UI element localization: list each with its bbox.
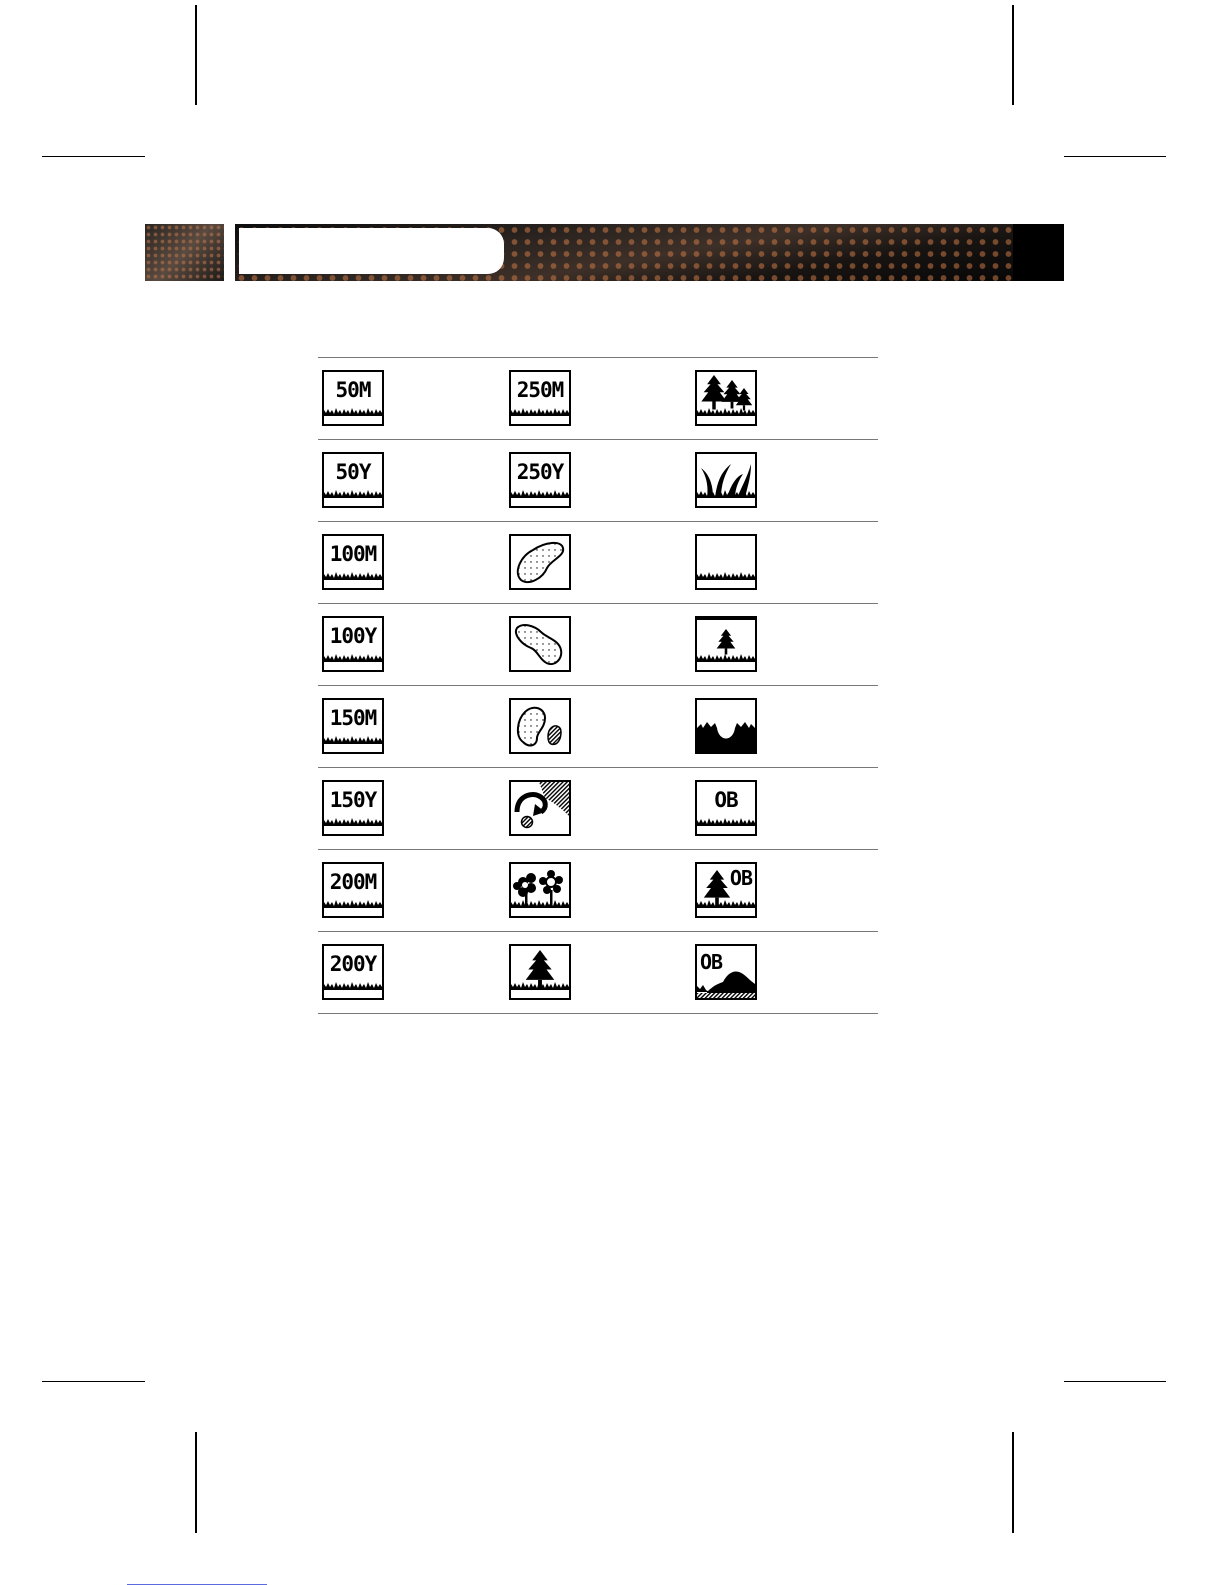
single-tree-icon: [695, 616, 757, 672]
distance-50y-icon: [322, 452, 384, 508]
table-cell: [322, 698, 384, 754]
distance-100y-icon: [322, 616, 384, 672]
icon-label: 200Y: [329, 952, 377, 976]
table-cell: [509, 534, 571, 590]
table-cell: [509, 780, 571, 836]
green-bunker-icon: [509, 698, 571, 754]
table-cell: [695, 862, 757, 918]
icon-table: [318, 357, 878, 1014]
table-cell: [509, 698, 571, 754]
table-row: [318, 358, 878, 440]
banner-right-block: [1013, 224, 1064, 281]
distance-150y-icon: [322, 780, 384, 836]
dogleg-icon: [509, 780, 571, 836]
distance-100m-icon: [322, 534, 384, 590]
hill-out-of-bounds-icon: [695, 944, 757, 1000]
distance-200m-icon: [322, 862, 384, 918]
table-cell: [695, 534, 757, 590]
icon-label: OB: [714, 788, 738, 812]
crop-mark: [42, 1381, 145, 1382]
forest-icon: [695, 370, 757, 426]
icon-label: OB: [700, 950, 723, 974]
icon-label: OB: [729, 866, 752, 890]
crop-mark: [1012, 1432, 1014, 1533]
icon-label: 50M: [335, 378, 371, 402]
icon-label: 250Y: [516, 460, 564, 484]
table-row: [318, 522, 878, 604]
table-cell: [322, 534, 384, 590]
crop-mark: [1064, 1381, 1166, 1382]
icon-label: 150M: [329, 706, 377, 730]
icon-label: 100M: [329, 542, 377, 566]
green-alt-icon: [509, 616, 571, 672]
crop-mark: [195, 5, 197, 105]
table-cell: [509, 862, 571, 918]
icon-label: 50Y: [335, 460, 371, 484]
flowers-icon: [509, 862, 571, 918]
icon-label: 250M: [516, 378, 564, 402]
table-row: [318, 686, 878, 768]
table-row: [318, 604, 878, 686]
rough-icon: [695, 452, 757, 508]
distance-150m-icon: [322, 698, 384, 754]
table-row: [318, 768, 878, 850]
crop-mark: [1012, 5, 1014, 105]
banner-left-block: [145, 224, 224, 281]
banner-title-pill: [239, 228, 504, 274]
table-cell: [695, 616, 757, 672]
distance-200y-icon: [322, 944, 384, 1000]
distance-250m-icon: [509, 370, 571, 426]
table-cell: [695, 944, 757, 1000]
table-cell: [695, 452, 757, 508]
distance-250y-icon: [509, 452, 571, 508]
table-row: [318, 440, 878, 522]
distance-50m-icon: [322, 370, 384, 426]
table-cell: [322, 780, 384, 836]
bunker-icon: [695, 698, 757, 754]
table-cell: [509, 370, 571, 426]
fairway-icon: [695, 534, 757, 590]
tree-out-of-bounds-icon: [695, 862, 757, 918]
crop-mark: [1064, 156, 1166, 157]
icon-label: 150Y: [329, 788, 377, 812]
icon-label: 100Y: [329, 624, 377, 648]
icon-label: 200M: [329, 870, 377, 894]
table-cell: [695, 698, 757, 754]
table-cell: [322, 862, 384, 918]
table-cell: [695, 780, 757, 836]
table-cell: [695, 370, 757, 426]
table-cell: [509, 452, 571, 508]
table-cell: [322, 452, 384, 508]
table-row: [318, 850, 878, 932]
table-row: [318, 932, 878, 1014]
table-cell: [509, 944, 571, 1000]
table-cell: [322, 944, 384, 1000]
out-of-bounds-icon: [695, 780, 757, 836]
table-cell: [322, 616, 384, 672]
tree-icon: [509, 944, 571, 1000]
crop-mark: [195, 1432, 197, 1533]
table-cell: [322, 370, 384, 426]
green-icon: [509, 534, 571, 590]
table-cell: [509, 616, 571, 672]
crop-mark: [42, 156, 145, 157]
